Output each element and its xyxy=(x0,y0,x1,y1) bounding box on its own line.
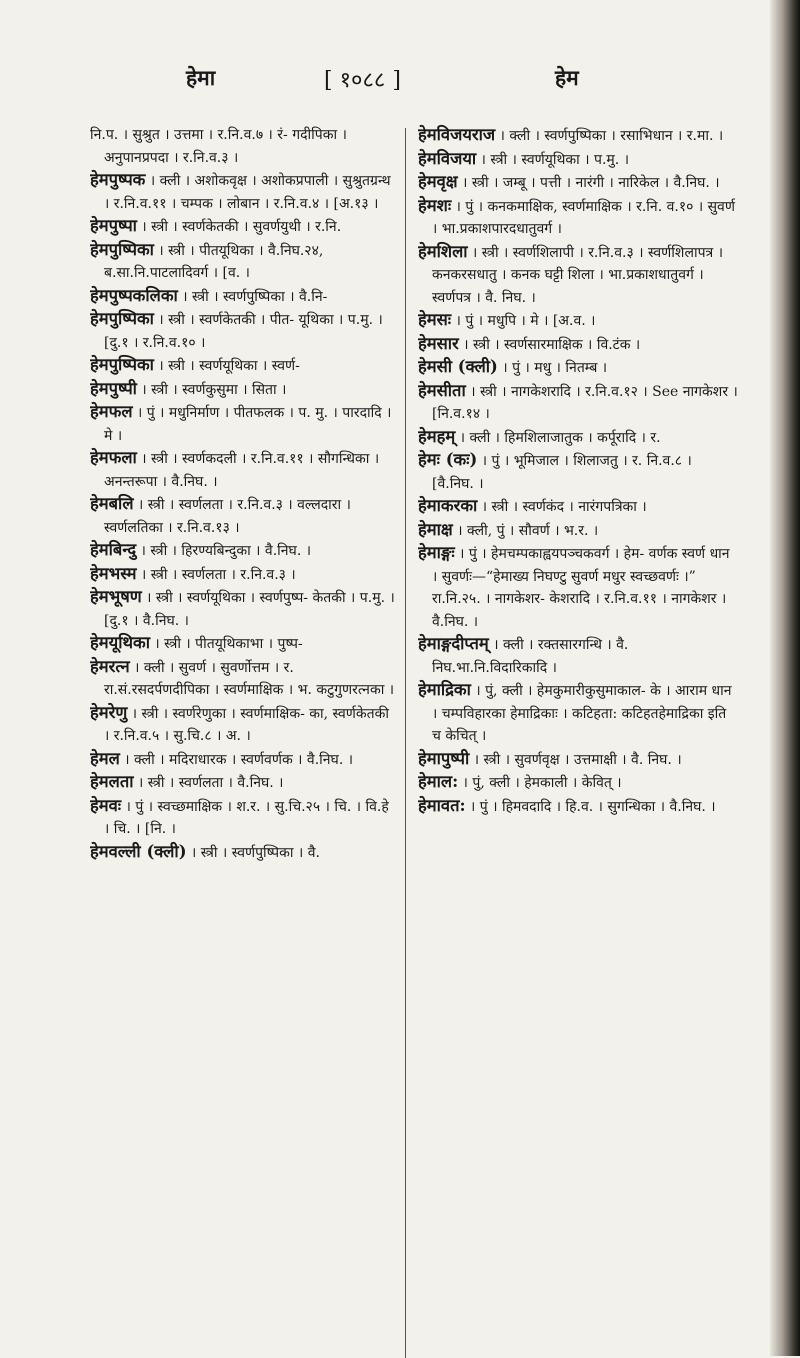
dictionary-entry xyxy=(418,771,738,795)
dictionary-entry xyxy=(90,539,395,563)
entry-definition: । स्त्री । स्वर्णयूथिका । स्वर्णपुष्प- केतकी । प.मु. । [दु.१ । वै.निघ. । xyxy=(104,590,395,629)
dictionary-entry xyxy=(418,356,738,380)
dictionary-entry xyxy=(418,449,738,495)
entry-headword: हेमरेणु xyxy=(90,702,128,722)
entry-headword: हेमाक्ष xyxy=(418,519,453,539)
entry-definition: । पुं । मधुनिर्माण । पीतफलक । प. मु. । पारदादि । मे । xyxy=(104,405,392,444)
dictionary-entry xyxy=(418,633,738,679)
entry-definition: । स्त्री । स्वर्णकेतकी । सुवर्णयुथी । र.नि. xyxy=(141,219,342,235)
dictionary-entry xyxy=(90,401,395,447)
entry-definition: । पुं, क्ली । हेमकुमारीकुसुमाकाल- के । आराम धान । चम्पविहारका हेमाद्रिकाः । कटिहता: कटिहतहेमाद्रिका इति च केचित् । xyxy=(432,683,732,744)
entry-headword: हेमवृक्ष xyxy=(418,172,458,191)
entry-definition: । पुं । मधु । नितम्ब । xyxy=(502,360,608,376)
entry-headword: हेमपुष्पकलिका xyxy=(90,285,178,305)
dictionary-entry xyxy=(418,679,738,748)
dictionary-entry xyxy=(90,493,395,539)
column-divider xyxy=(405,128,406,1358)
entry-headword: हेमफला xyxy=(90,448,137,467)
header-right-word: हेम xyxy=(555,65,579,90)
entry-headword: हेमपुष्पिका xyxy=(90,239,154,259)
dictionary-entry xyxy=(418,171,738,195)
entry-definition: । स्त्री । पीतयूथिका । वै.निघ.२४, ब.सा.नि.पाटलादिवर्ग । [व. । xyxy=(104,242,324,281)
entry-definition: । क्ली । अशोकवृक्ष । अशोकप्रपाली । सुश्रुतग्रन्थ । र.नि.व.११ । चम्पक । लोबान । र.नि.व.४ । [अ.१३ । xyxy=(104,173,391,212)
entry-definition: । पुं । स्वच्छमाक्षिक । श.र. । सु.चि.२५ । चि. । वि.हे । चि. । [नि. । xyxy=(104,798,389,837)
entry-headword: हेमवल्ली (क्ली) xyxy=(90,841,187,861)
entry-definition: । स्त्री । स्वर्णलता । र.नि.व.३ । वल्लदारा । स्वर्णलतिका । र.नि.व.१३ । xyxy=(104,497,351,536)
entry-headword: हेमशिला xyxy=(418,241,468,261)
dictionary-entry xyxy=(90,771,395,795)
entry-definition: । स्त्री । स्वर्णकेतकी । पीत- यूथिका । प.मु. । [दु.१ । र.नि.व.१० । xyxy=(104,312,383,351)
entry-headword: हेमबलि xyxy=(90,494,134,513)
entry-definition: । स्त्री । स्वर्णपुष्पिका । वै. xyxy=(190,844,320,861)
entry-headword: हेमल xyxy=(90,748,120,768)
entry-definition: । स्त्री । स्वर्णयूथिका । प.मु. । xyxy=(480,151,629,168)
dictionary-entry xyxy=(418,195,738,241)
entry-headword: हेमपुष्पी xyxy=(90,378,137,398)
entry-definition: । क्ली । हिमशिलाजातुक । कर्पूरादि । र. xyxy=(459,429,661,446)
dictionary-entry xyxy=(418,148,738,172)
entry-definition: । क्ली । सुवर्ण । सुवर्णोत्तम । र. रा.सं.रसदर्पणदीपिका । स्वर्णमाक्षिक । भ. कटुगुणरत्नका । xyxy=(104,659,395,698)
dictionary-entry xyxy=(90,239,395,285)
dictionary-entry xyxy=(418,495,738,519)
entry-definition: । पुं । हेमचम्पकाह्वयपञ्चकवर्ग । हेम- वर्णक स्वर्ण धान । सुवर्णः—“हेमाख्य निघण्टु सुवर्ण मधुर स्वच्छवर्णः ।” रा.नि.२५. । नागकेशर- केशरादि । र.नि.व.११ । नागकेशर । वै.निघ. । xyxy=(432,546,730,630)
book-spine-shadow xyxy=(770,0,800,1356)
entry-headword: हेमापुष्पी xyxy=(418,748,470,768)
dictionary-entry xyxy=(418,241,738,310)
entry-headword: हेमलता xyxy=(90,772,134,791)
dictionary-entry xyxy=(418,309,738,333)
entry-definition: । क्ली । मदिराधारक । स्वर्णवर्णक । वै.निघ. । xyxy=(124,751,354,768)
page-number: [ १०८८ ] xyxy=(324,68,401,93)
entry-definition: । क्ली । रक्तसारगन्धि । वै. निघ.भा.नि.विदारिकादि । xyxy=(432,637,629,676)
dictionary-entry xyxy=(90,308,395,354)
right-column xyxy=(418,124,738,1356)
entry-definition: । पुं, क्ली । हेमकाली । केवित् । xyxy=(462,775,622,791)
dictionary-entry xyxy=(90,124,395,169)
entry-definition: । पुं । हिमवदादि । हि.व. । सुगन्धिका । वै.निघ. । xyxy=(470,798,716,815)
entry-definition: । स्त्री । नागकेशरादि । र.नि.व.१२ । See नागकेशर । [नि.व.१४ । xyxy=(432,383,738,422)
entry-headword: हेमभस्म xyxy=(90,563,137,583)
entry-definition: । स्त्री । स्वर्णलता । र.नि.व.३ । xyxy=(140,566,296,583)
entry-definition: । स्त्री । सुवर्णवृक्ष । उत्तमाक्षी । वै. निघ. । xyxy=(473,751,682,768)
entry-definition: । स्त्री । स्वर्णकुसुमा । सिता । xyxy=(141,381,287,398)
dictionary-entry xyxy=(90,632,395,656)
page-header xyxy=(0,64,770,104)
dictionary-entry xyxy=(418,333,738,357)
dictionary-entry xyxy=(90,656,395,702)
entry-headword: हेमसी (क्ली) xyxy=(418,357,498,376)
entry-definition: । स्त्री । स्वर्णशिलापी । र.नि.व.३ । स्वर्णशिलापत्र । कनकरसधातु । कनक घट्टी शिला । भा.प्रकाशधातुवर्ग । स्वर्णपत्र । वै. निघ. । xyxy=(432,244,724,306)
entry-definition: । स्त्री । हिरण्यबिन्दुका । वै.निघ. । xyxy=(140,543,312,559)
entry-definition: नि.प. । सुश्रुत । उत्तमा । र.नि.व.७ । रं- गदीपिका । अनुपानप्रपदा । र.नि.व.३ । xyxy=(90,127,347,166)
entry-definition: । स्त्री । जम्बू । पत्ती । नारंगी । नारिकेल । वै.निघ. । xyxy=(462,175,720,191)
dictionary-entry xyxy=(90,702,395,748)
entry-definition: । पुं । मधुपि । मे । [अ.व. । xyxy=(455,313,596,329)
entry-headword: हेमाङ्गः xyxy=(418,543,455,562)
dictionary-entry xyxy=(90,354,395,378)
entry-definition: । स्त्री । स्वर्णसारमाक्षिक । वि.टंक । xyxy=(463,336,641,353)
entry-headword: हेमसीता xyxy=(418,380,466,400)
dictionary-entry xyxy=(90,378,395,402)
entry-definition: । क्ली, पुं । सौवर्ण । भ.र. । xyxy=(457,522,599,539)
entry-headword: हेमभूषण xyxy=(90,587,142,606)
entry-headword: हेमाकरका xyxy=(418,496,478,515)
entry-definition: । पुं । कनकमाक्षिक, स्वर्णमाक्षिक । र.नि. व.१० । सुवर्ण । भा.प्रकाशपारदधातुवर्ग । xyxy=(432,198,735,237)
entry-headword: हेमवः xyxy=(90,795,122,815)
entry-definition: । स्त्री । स्वर्णकंद । नारंगपत्रिका । xyxy=(481,499,647,515)
entry-headword: हेमविजया xyxy=(418,148,477,168)
entry-headword: हेमयूथिका xyxy=(90,633,150,652)
entry-headword: हेमसः xyxy=(418,310,452,329)
dictionary-entry xyxy=(90,748,395,772)
dictionary-entry xyxy=(418,380,738,426)
entry-definition: । स्त्री । स्वर्णरेणुका । स्वर्णमाक्षिक- का, स्वर्णकेतकी । र.नि.व.५ । सु.चि.८ । अ. । xyxy=(104,705,389,744)
entry-definition: । स्त्री । स्वर्णपुष्पिका । वै.नि- xyxy=(182,288,328,305)
entry-headword: हेमहम् xyxy=(418,426,456,446)
left-column xyxy=(90,124,395,1356)
entry-definition: । स्त्री । स्वर्णयूथिका । स्वर्ण- xyxy=(158,358,300,374)
dictionary-entry xyxy=(90,169,395,215)
dictionary-entry xyxy=(418,519,738,543)
entry-definition: । पुं । भूमिजाल । शिलाजतु । र. नि.व.८ । [वै.निघ. । xyxy=(432,453,692,492)
entry-headword: हेमाङ्गदीप्तम् xyxy=(418,634,489,653)
entry-headword: हेमबिन्दु xyxy=(90,540,137,559)
entry-headword: हेमपुष्पक xyxy=(90,170,146,189)
dictionary-entry xyxy=(418,124,738,148)
entry-headword: हेमाल: xyxy=(418,772,459,791)
dictionary-entry xyxy=(90,563,395,587)
entry-definition: । स्त्री । स्वर्णलता । वै.निघ. । xyxy=(137,775,284,791)
dictionary-entry xyxy=(90,586,395,632)
entry-definition: । क्ली । स्वर्णपुष्पिका । रसाभिधान । र.मा. । xyxy=(499,128,724,144)
entry-headword: हेमफल xyxy=(90,402,133,421)
entry-headword: हेमपुष्पिका xyxy=(90,355,154,374)
dictionary-entry xyxy=(90,841,395,865)
dictionary-entry xyxy=(90,447,395,493)
entry-definition: । स्त्री । पीतयूथिकाभा । पुष्प- xyxy=(154,636,303,652)
dictionary-entry xyxy=(90,215,395,239)
entry-headword: हेमरत्न xyxy=(90,656,130,676)
dictionary-entry xyxy=(90,795,395,841)
dictionary-entry xyxy=(418,795,738,819)
entry-headword: हेमः (कः) xyxy=(418,450,478,469)
entry-definition: । स्त्री । स्वर्णकदली । र.नि.व.११ । सौगन्धिका । अनन्तरूपा । वै.निघ. । xyxy=(104,451,380,490)
entry-headword: हेमावत: xyxy=(418,795,466,815)
dictionary-entry xyxy=(418,748,738,772)
entry-headword: हेमाद्रिका xyxy=(418,680,471,699)
entry-headword: हेमशः xyxy=(418,195,452,215)
header-left-word: हेमा xyxy=(186,65,216,90)
entry-headword: हेमसार xyxy=(418,333,459,353)
dictionary-entry xyxy=(90,285,395,309)
dictionary-entry xyxy=(418,426,738,450)
entry-headword: हेमविजयराज xyxy=(418,125,496,144)
entry-headword: हेमपुष्पिका xyxy=(90,309,154,328)
dictionary-entry xyxy=(418,542,738,633)
entry-headword: हेमपुष्पा xyxy=(90,216,137,235)
